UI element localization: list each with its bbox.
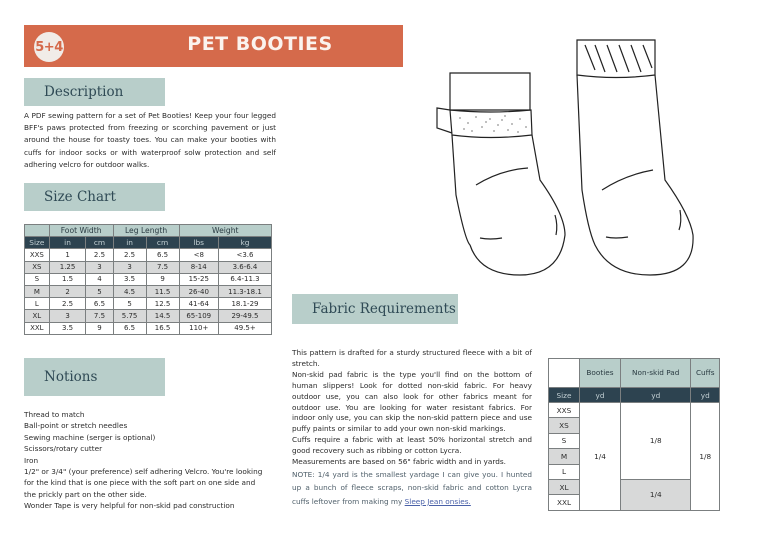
cell: 3.5 bbox=[113, 273, 146, 285]
sleep-jean-onsies-link[interactable]: Sleep Jean onsies. bbox=[404, 496, 471, 506]
cell: 1.5 bbox=[49, 273, 86, 285]
size-cell: XXL bbox=[549, 495, 580, 510]
cell: 3 bbox=[49, 310, 86, 322]
cell: 2.5 bbox=[49, 298, 86, 310]
page-title: PET BOOTIES bbox=[187, 33, 333, 55]
cell: S bbox=[25, 273, 50, 285]
table-row bbox=[25, 249, 272, 261]
cell: XL bbox=[25, 310, 50, 322]
description-heading bbox=[24, 78, 165, 106]
cell: 5 bbox=[113, 298, 146, 310]
table-row bbox=[25, 298, 272, 310]
fabric-note bbox=[292, 468, 532, 508]
unit-header: yd bbox=[580, 388, 621, 403]
size-table-units-row bbox=[25, 237, 272, 249]
cell: 6.4-11.3 bbox=[218, 273, 271, 285]
fabric-table-header-row bbox=[549, 359, 720, 388]
unit-header: Size bbox=[549, 388, 580, 403]
unit-header: yd bbox=[620, 388, 691, 403]
cell: 6.5 bbox=[86, 298, 113, 310]
cell: 4 bbox=[86, 273, 113, 285]
pad-value-large: 1/4 bbox=[620, 479, 691, 510]
description-text: A PDF sewing pattern for a set of Pet Booties! Keep your four legged BFF's paws protected from freezing or scorching pavement or just around the house for toasty toes. You can make your booties with cuffs for indoor socks or with waterproof solw protection and self adhering velcro for outdoor walks. bbox=[24, 111, 276, 169]
cell: 8-14 bbox=[179, 261, 218, 273]
cell: 1 bbox=[49, 249, 86, 261]
unit-header: in bbox=[113, 237, 146, 249]
booties-illustration bbox=[410, 30, 720, 280]
unit-header: cm bbox=[146, 237, 179, 249]
cell: M bbox=[25, 285, 50, 297]
cell: 7.5 bbox=[86, 310, 113, 322]
fabric-paragraph: Non-skid pad fabric is the type you'll find on the bottom of human slippers! Look for dotted non-skid fabric. For heavy outdoor use, you can also look for other fabrics meant for outdoor use. You are looking for water resistant fabrics. For indoor only use, you can skip the non-skid pattern piece and use puffy paints or similar to add your own non-skid markings. bbox=[292, 369, 532, 434]
size-chart-heading-text: Size Chart bbox=[44, 189, 116, 205]
size-cell: L bbox=[549, 464, 580, 479]
notion-item: Scissors/rotary cutter bbox=[24, 444, 103, 454]
notion-item: Wonder Tape is very helpful for non-skid pad construction bbox=[24, 501, 235, 511]
table-row bbox=[549, 403, 720, 418]
cell: XS bbox=[25, 261, 50, 273]
bootie-with-velcro-icon bbox=[437, 73, 565, 275]
cell: 7.5 bbox=[146, 261, 179, 273]
cell: 5 bbox=[86, 285, 113, 297]
notions-heading-text: Notions bbox=[44, 369, 98, 385]
fabric-table-units-row bbox=[549, 388, 720, 403]
size-chart-table bbox=[24, 224, 272, 335]
fabric-heading-text: Fabric Requirements bbox=[312, 301, 456, 317]
unit-header: cm bbox=[86, 237, 113, 249]
table-row bbox=[25, 261, 272, 273]
booties-header: Booties bbox=[580, 359, 621, 388]
fabric-heading bbox=[292, 294, 458, 324]
cell: 65-109 bbox=[179, 310, 218, 322]
fabric-paragraph: Cuffs require a fabric with at least 50% horizontal stretch and good recovery such as ribbing or cotton Lycra. bbox=[292, 435, 532, 456]
unit-header: kg bbox=[218, 237, 271, 249]
fabric-note-text: NOTE: 1/4 yard is the smallest yardage I can give you. I hunted up a bunch of fleece scraps, non-skid fabric and cotton Lycra cuffs leftover from making my bbox=[292, 469, 532, 506]
table-row bbox=[25, 273, 272, 285]
notion-item: 1/2" or 3/4" (your preference) self adhering Velcro. You're looking for the kind that is one piece with the soft part on one side and the prickly part on the other side. bbox=[24, 467, 263, 499]
blank-header bbox=[549, 359, 580, 388]
notion-item: Sewing machine (serger is optional) bbox=[24, 432, 156, 442]
bootie-with-cuff-icon bbox=[577, 40, 693, 275]
notions-list bbox=[24, 409, 264, 512]
size-cell: XL bbox=[549, 479, 580, 494]
group-header: Weight bbox=[179, 225, 271, 237]
non-skid-pad-header: Non-skid Pad bbox=[620, 359, 691, 388]
group-header: Foot Width bbox=[49, 225, 113, 237]
cell: 2.5 bbox=[113, 249, 146, 261]
table-row bbox=[25, 310, 272, 322]
cell: 16.5 bbox=[146, 322, 179, 334]
fabric-paragraph: This pattern is drafted for a sturdy structured fleece with a bit of stretch. bbox=[292, 348, 532, 368]
notion-item: Thread to match bbox=[24, 410, 85, 419]
cell: 2 bbox=[49, 285, 86, 297]
cell: 6.5 bbox=[113, 322, 146, 334]
fabric-paragraph: Measurements are based on 56" fabric width and in yards. bbox=[292, 457, 506, 467]
cell: 1.25 bbox=[49, 261, 86, 273]
cell: 11.5 bbox=[146, 285, 179, 297]
size-cell: M bbox=[549, 449, 580, 464]
fabric-table bbox=[548, 358, 720, 511]
cell: 5.75 bbox=[113, 310, 146, 322]
cuffs-header: Cuffs bbox=[691, 359, 720, 388]
cell: L bbox=[25, 298, 50, 310]
notion-item: Ball-point or stretch needles bbox=[24, 421, 128, 431]
size-chart-heading bbox=[24, 183, 165, 211]
size-cell: XXS bbox=[549, 403, 580, 418]
size-cell: S bbox=[549, 433, 580, 448]
table-row bbox=[25, 285, 272, 297]
group-header bbox=[25, 225, 50, 237]
cell: 49.5+ bbox=[218, 322, 271, 334]
size-table-group-row bbox=[25, 225, 272, 237]
cell: 2.5 bbox=[86, 249, 113, 261]
cell: 4.5 bbox=[113, 285, 146, 297]
cell: XXS bbox=[25, 249, 50, 261]
cell: 29-49.5 bbox=[218, 310, 271, 322]
fabric-text bbox=[292, 348, 532, 508]
unit-header: lbs bbox=[179, 237, 218, 249]
notions-heading bbox=[24, 358, 165, 396]
cell: 12.5 bbox=[146, 298, 179, 310]
unit-header: Size bbox=[25, 237, 50, 249]
size-cell: XS bbox=[549, 418, 580, 433]
cell: 15-25 bbox=[179, 273, 218, 285]
cuffs-value: 1/8 bbox=[691, 403, 720, 511]
cell: 3 bbox=[86, 261, 113, 273]
pad-value-small: 1/8 bbox=[620, 403, 691, 480]
table-row bbox=[25, 322, 272, 334]
cell: 3.5 bbox=[49, 322, 86, 334]
cell: 3.6-6.4 bbox=[218, 261, 271, 273]
cell: 18.1-29 bbox=[218, 298, 271, 310]
cell: <8 bbox=[179, 249, 218, 261]
notion-item: Iron bbox=[24, 455, 39, 465]
unit-header: in bbox=[49, 237, 86, 249]
booties-value: 1/4 bbox=[580, 403, 621, 511]
brand-logo: 5+4 bbox=[34, 32, 64, 62]
cell: 26-40 bbox=[179, 285, 218, 297]
cell: 110+ bbox=[179, 322, 218, 334]
cell: 11.3-18.1 bbox=[218, 285, 271, 297]
cell: 14.5 bbox=[146, 310, 179, 322]
cell: <3.6 bbox=[218, 249, 271, 261]
description-heading-text: Description bbox=[44, 84, 124, 100]
cell: 6.5 bbox=[146, 249, 179, 261]
cell: 3 bbox=[113, 261, 146, 273]
group-header: Leg Length bbox=[113, 225, 179, 237]
cell: 9 bbox=[146, 273, 179, 285]
cell: XXL bbox=[25, 322, 50, 334]
cell: 41-64 bbox=[179, 298, 218, 310]
cell: 9 bbox=[86, 322, 113, 334]
unit-header: yd bbox=[691, 388, 720, 403]
